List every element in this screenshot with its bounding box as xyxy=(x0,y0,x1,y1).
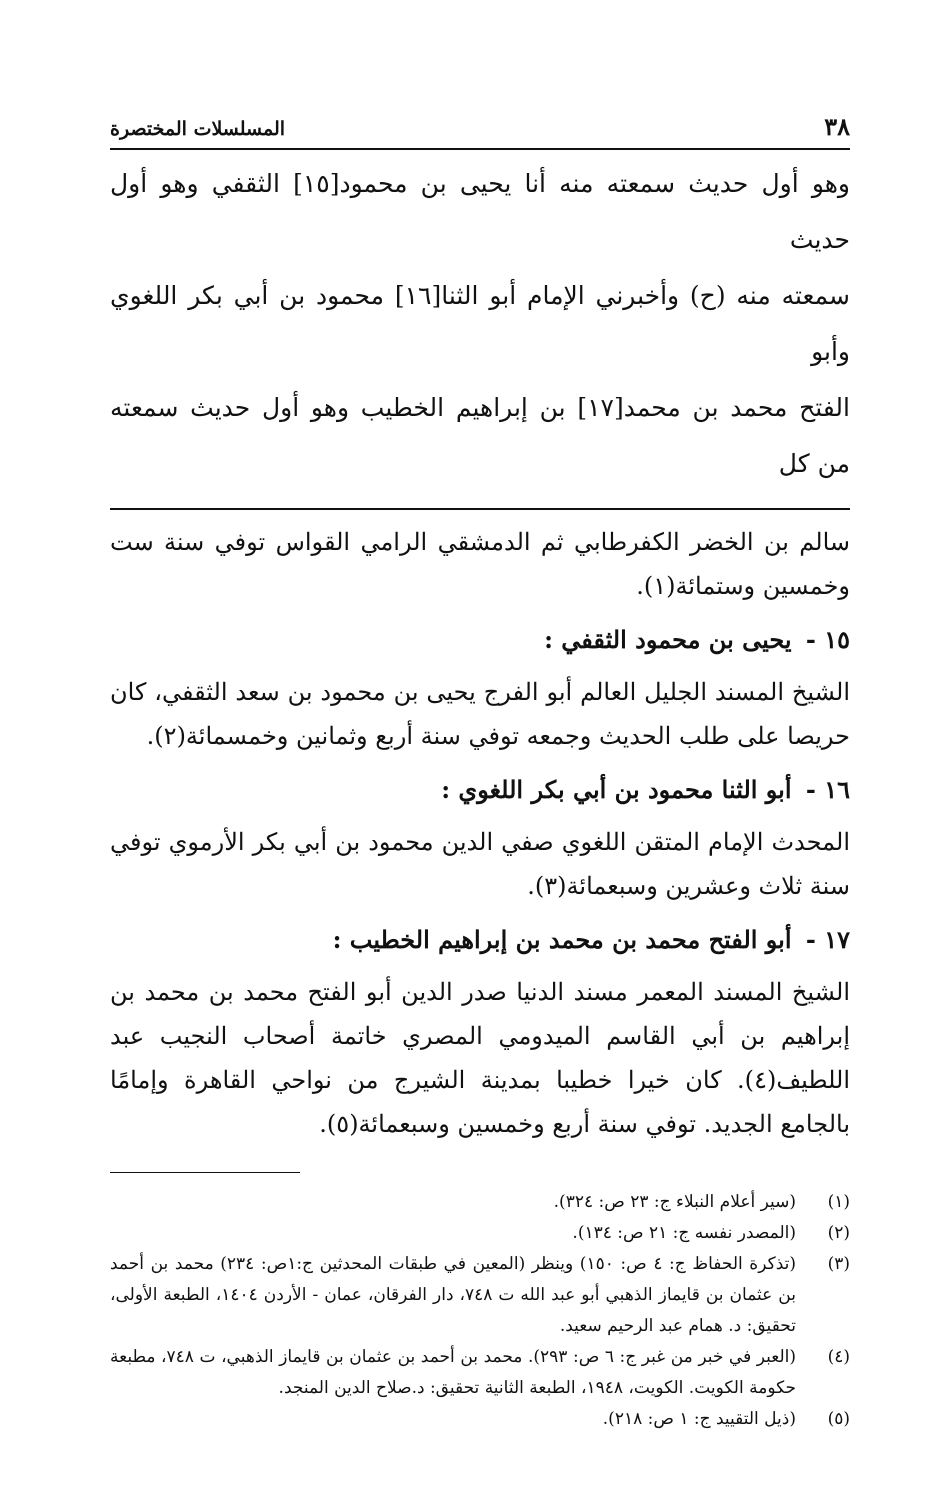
entry-text: الشيخ المسند المعمر مسند الدنيا صدر الدين أبو الفتح محمد بن محمد بن إبراهيم بن أبي القاسم الميدومي المصري خاتمة أصحاب النجيب عبد اللطيف(٤). كان خيرا خطيبا بمدينة الشيرج من نواحي القاهرة وإمامًا بالجامع الجديد. توفي سنة أربع وخمسين وسبعمائة(٥). xyxy=(110,978,851,1138)
footnote xyxy=(110,1218,850,1249)
footnote-text: (سير أعلام النبلاء ج: ٢٣ ص: ٣٢٤). xyxy=(553,1192,796,1212)
main-text-line: الفتح محمد بن محمد[١٧] بن إبراهيم الخطيب وهو أول حديث سمعته من كل xyxy=(110,393,850,478)
footnote-text: (ذيل التقييد ج: ١ ص: ٢١٨). xyxy=(602,1409,796,1429)
footnote-number: (١) xyxy=(827,1192,850,1212)
footnote xyxy=(110,1404,850,1435)
footnote xyxy=(110,1249,850,1342)
entry-title xyxy=(110,920,850,960)
footnote xyxy=(110,1187,850,1218)
footnote-area-divider xyxy=(110,508,850,510)
entry-number: ١٦ - xyxy=(805,775,850,804)
entry-title xyxy=(110,770,850,810)
footnote-number: (٢) xyxy=(827,1223,850,1243)
main-text-line: وهو أول حديث سمعته منه أنا يحيى بن محمود[١٥] الثقفي وهو أول حديث xyxy=(110,169,851,254)
entry-name: أبو الثنا محمود بن أبي بكر اللغوي : xyxy=(441,775,792,804)
biography-entry xyxy=(110,770,850,908)
running-title: المسلسلات المختصرة xyxy=(110,118,286,140)
entry-number: ١٥ - xyxy=(805,625,850,654)
footnote-text: (العبر في خبر من غبر ج: ٦ ص: ٢٩٣). محمد بن أحمد بن عثمان بن قايماز الذهبي، ت ٧٤٨، مطبعة حكومة الكويت. الكويت، ١٩٤٨، الطبعة الثانية تحقيق: د.صلاح الدين المنجد. xyxy=(110,1347,797,1398)
footnote xyxy=(110,1342,850,1404)
entry-name: يحيى بن محمود الثقفي : xyxy=(544,625,792,654)
biography-entry xyxy=(110,920,850,1146)
continuation-text: سالم بن الخضر الكفرطابي ثم الدمشقي الرامي القواس توفي سنة ست وخمسين وستمائة(١). xyxy=(110,528,850,600)
entry-text: الشيخ المسند الجليل العالم أبو الفرج يحيى بن محمود بن سعد الثقفي، كان حريصا على طلب الحديث وجمعه توفي سنة أربع وثمانين وخمسمائة(٢). xyxy=(110,678,850,750)
header-divider xyxy=(110,148,850,150)
book-page xyxy=(110,112,850,1435)
biography-entry xyxy=(110,620,850,758)
footnotes-divider-wrap xyxy=(110,1146,850,1187)
footnote-text: (تذكرة الحفاظ ج: ٤ ص: ١٥٠) وينظر (المعين في طبقات المحدثين ج:١ص: ٢٣٤) محمد بن أحمد بن عثمان بن قايماز الذهبي أبو عبد الله ت ٧٤٨، دار الفرقان، عمان - الأردن ١٤٠٤، الطبعة الأولى، تحقيق: د. همام عبد الرحيم سعيد. xyxy=(110,1254,796,1336)
entry-name: أبو الفتح محمد بن محمد بن إبراهيم الخطيب : xyxy=(332,925,792,954)
entry-title xyxy=(110,620,850,660)
main-text-line: سمعته منه (ح) وأخبرني الإمام أبو الثنا[١٦] محمود بن أبي بكر اللغوي وأبو xyxy=(110,281,850,366)
footnote-number: (٥) xyxy=(827,1409,850,1429)
entry-number: ١٧ - xyxy=(805,925,850,954)
footnotes-divider xyxy=(110,1172,300,1173)
main-text xyxy=(110,156,850,492)
page-header xyxy=(110,112,850,146)
page-number: ٣٨ xyxy=(824,112,850,141)
footnote-text: (المصدر نفسه ج: ٢١ ص: ١٣٤). xyxy=(572,1223,796,1243)
footnote-number: (٣) xyxy=(827,1254,850,1274)
footnote-number: (٤) xyxy=(827,1347,850,1367)
footnotes xyxy=(110,1187,850,1435)
entry-text: المحدث الإمام المتقن اللغوي صفي الدين محمود بن أبي بكر الأرموي توفي سنة ثلاث وعشرين وسبعمائة(٣). xyxy=(110,828,850,900)
